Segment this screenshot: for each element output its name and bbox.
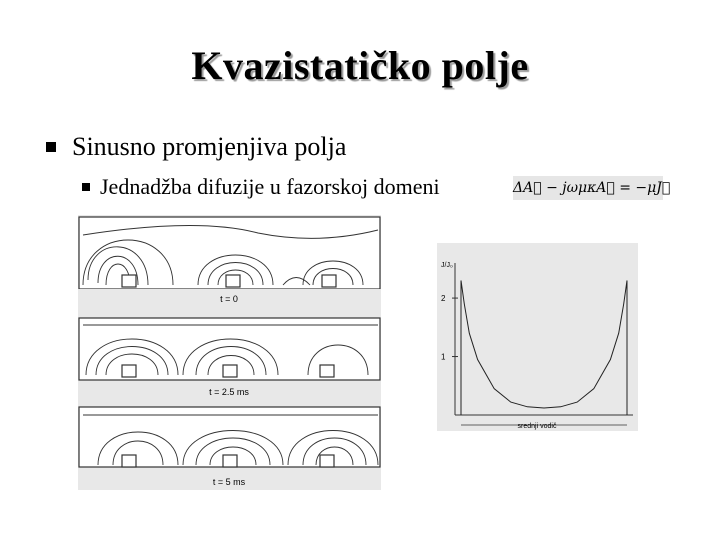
y-axis-label: J/J₀ xyxy=(441,262,453,269)
field-panel-1 xyxy=(79,217,380,289)
time-label-1: t = 0 xyxy=(220,294,238,304)
chart-background xyxy=(437,243,638,431)
bullet-level2 xyxy=(82,174,440,200)
bullet-level1 xyxy=(46,132,346,162)
slide-title: Kvazistatičko polje xyxy=(191,43,529,88)
field-panel-3 xyxy=(79,407,380,467)
x-axis-label: srednji vodič xyxy=(517,423,557,430)
bullet-square-icon xyxy=(46,142,56,152)
time-label-3: t = 5 ms xyxy=(212,477,246,487)
bullet-level1-text: Sinusno promjenjiva polja xyxy=(72,132,347,161)
diffusion-equation: ΔA⃗ − jωμκA⃗ = −μJ⃗ xyxy=(513,176,663,200)
bullet-level2-text: Jednadžba difuzije u fazorskoj domeni xyxy=(100,174,440,199)
time-label-2: t = 2.5 ms xyxy=(209,387,249,397)
field-lines-figure xyxy=(78,215,381,490)
field-panel-2 xyxy=(79,318,380,380)
y-tick-label-1: 1 xyxy=(441,352,446,362)
y-tick-label-2: 2 xyxy=(441,294,446,304)
current-density-chart xyxy=(437,243,638,431)
bullet-square-icon xyxy=(82,183,90,191)
